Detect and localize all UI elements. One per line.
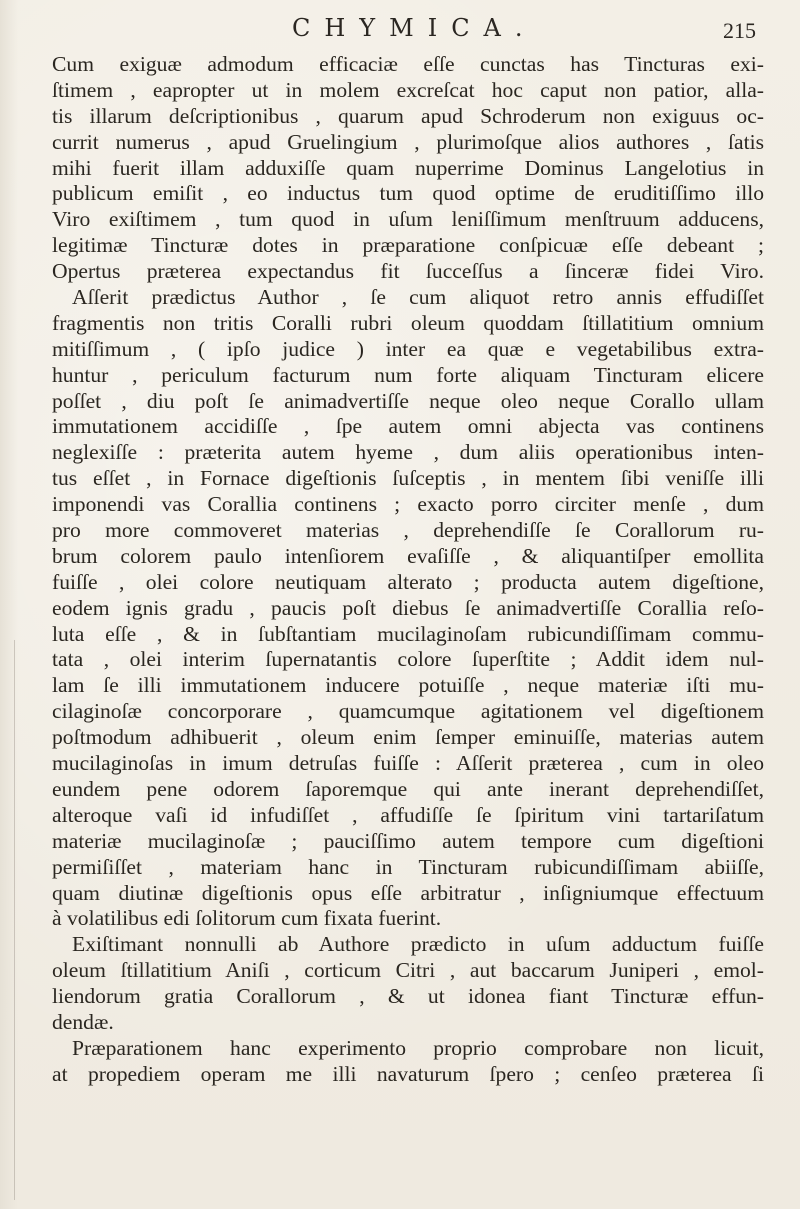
text-line: neglexiſſe : præterita autem hyeme , dum aliis operationibus inten-: [52, 440, 764, 465]
text-line: legitimæ Tincturæ dotes in præparatione conſpicuæ eſſe debeant ;: [52, 233, 764, 258]
text-line: tata , olei interim ſupernatantis colore ſuperſtite ; Addit idem nul-: [52, 647, 764, 672]
text-line: mitiſſimum , ( ipſo judice ) inter ea quæ e vegetabilibus extra-: [52, 336, 764, 361]
text-line: eundem pene odorem ſaporemque qui ante inerant deprehendiſſet,: [52, 776, 764, 801]
text-line: luta eſſe , & in ſubſtantiam mucilaginoſam rubicundiſſimam commu-: [52, 621, 764, 646]
text-line: tis illarum deſcriptionibus , quarum apud Schroderum non exiguus oc-: [52, 103, 764, 128]
page-number: 215: [723, 18, 756, 43]
text-line: Viro exiſtimem , tum quod in uſum leniſſimum menſtruum adducens,: [52, 207, 764, 232]
text-line: Aſſerit prædictus Author , ſe cum aliquot retro annis effudiſſet: [72, 285, 764, 310]
text-line: brum colorem paulo intenſiorem evaſiſſe , & aliquantiſper emollita: [52, 543, 764, 568]
text-line: poſſet , diu poſt ſe animadvertiſſe neque oleo neque Corallo ullam: [52, 388, 764, 413]
body-text: [52, 52, 764, 1088]
text-line: publicum emiſit , eo inductus tum quod optime de eruditiſſimo illo: [52, 181, 764, 206]
text-line: eodem ignis gradu , paucis poſt diebus ſe animadvertiſſe Corallia reſo-: [52, 595, 764, 620]
text-line: immutationem accidiſſe , ſpe autem omni abjecta vas continens: [52, 414, 764, 439]
text-line: cilaginoſæ concorporare , quamcumque agitationem vel digeſtionem: [52, 699, 764, 724]
text-line: huntur , periculum facturum num forte aliquam Tincturam elicere: [52, 362, 764, 387]
text-line: tus eſſet , in Fornace digeſtionis ſuſceptis , in mentem ſibi veniſſe illi: [52, 466, 764, 491]
text-line: Opertus præterea expectandus fit ſucceſſus a ſinceræ fidei Viro.: [52, 259, 764, 284]
text-line: dendæ.: [52, 1009, 114, 1034]
text-line: à volatilibus edi ſolitorum cum fixata fuerint.: [52, 906, 442, 931]
text-line: oleum ſtillatitium Aniſi , corticum Citri , aut baccarum Juniperi , emol-: [52, 958, 764, 983]
text-line: mihi fuerit illam adduxiſſe quam nuperrime Dominus Langelotius in: [52, 155, 764, 180]
text-line: mucilaginoſas in imum detruſas fuiſſe : Aſſerit præterea , cum in oleo: [52, 751, 764, 776]
text-line: Cum exiguæ admodum efficaciæ eſſe cunctas has Tincturas exi-: [52, 52, 764, 76]
text-line: currit numerus , apud Gruelingium , plurimoſque alios authores , ſatis: [52, 129, 764, 154]
text-line: fragmentis non tritis Coralli rubri oleum quoddam ſtillatitium omnium: [52, 310, 764, 335]
page-gutter-shadow: [0, 0, 18, 1209]
text-line: alteroque vaſi id infudiſſet , affudiſſe ſe ſpiritum vini tartariſatum: [52, 802, 764, 827]
text-line: Præparationem hanc experimento proprio comprobare non licuit,: [72, 1035, 764, 1060]
running-head: CHYMICA.: [292, 14, 537, 42]
text-line: permiſiſſet , materiam hanc in Tincturam rubicundiſſimam abiiſſe,: [52, 854, 764, 879]
text-line: lam ſe illi immutationem inducere potuiſſe , neque materiæ iſti mu-: [52, 673, 764, 698]
text-line: at propediem operam me illi navaturum ſpero ; cenſeo præterea ſi: [52, 1061, 764, 1086]
text-line: liendorum gratia Corallorum , & ut idonea fiant Tincturæ effun-: [52, 984, 764, 1009]
text-line: materiæ mucilaginoſæ ; pauciſſimo autem tempore cum digeſtioni: [52, 828, 764, 853]
text-line: fuiſſe , olei colore neutiquam alterato ; producta autem digeſtione,: [52, 569, 764, 594]
margin-rule: [14, 640, 15, 1200]
text-line: pro more commoveret materias , deprehendiſſe ſe Corallorum ru-: [52, 518, 764, 543]
page-header: [0, 8, 800, 52]
text-line: quam diutinæ digeſtionis opus eſſe arbitratur , inſigniumque effectuum: [52, 880, 764, 905]
text-line: ſtimem , eapropter ut in molem excreſcat hoc caput non patior, alla-: [52, 77, 764, 102]
text-line: poſtmodum adhibuerit , oleum enim ſemper eminuiſſe, materias autem: [52, 725, 764, 750]
text-line: imponendi vas Corallia continens ; exacto porro circiter menſe , dum: [52, 492, 764, 517]
text-line: Exiſtimant nonnulli ab Authore prædicto in uſum adductum fuiſſe: [72, 932, 764, 957]
